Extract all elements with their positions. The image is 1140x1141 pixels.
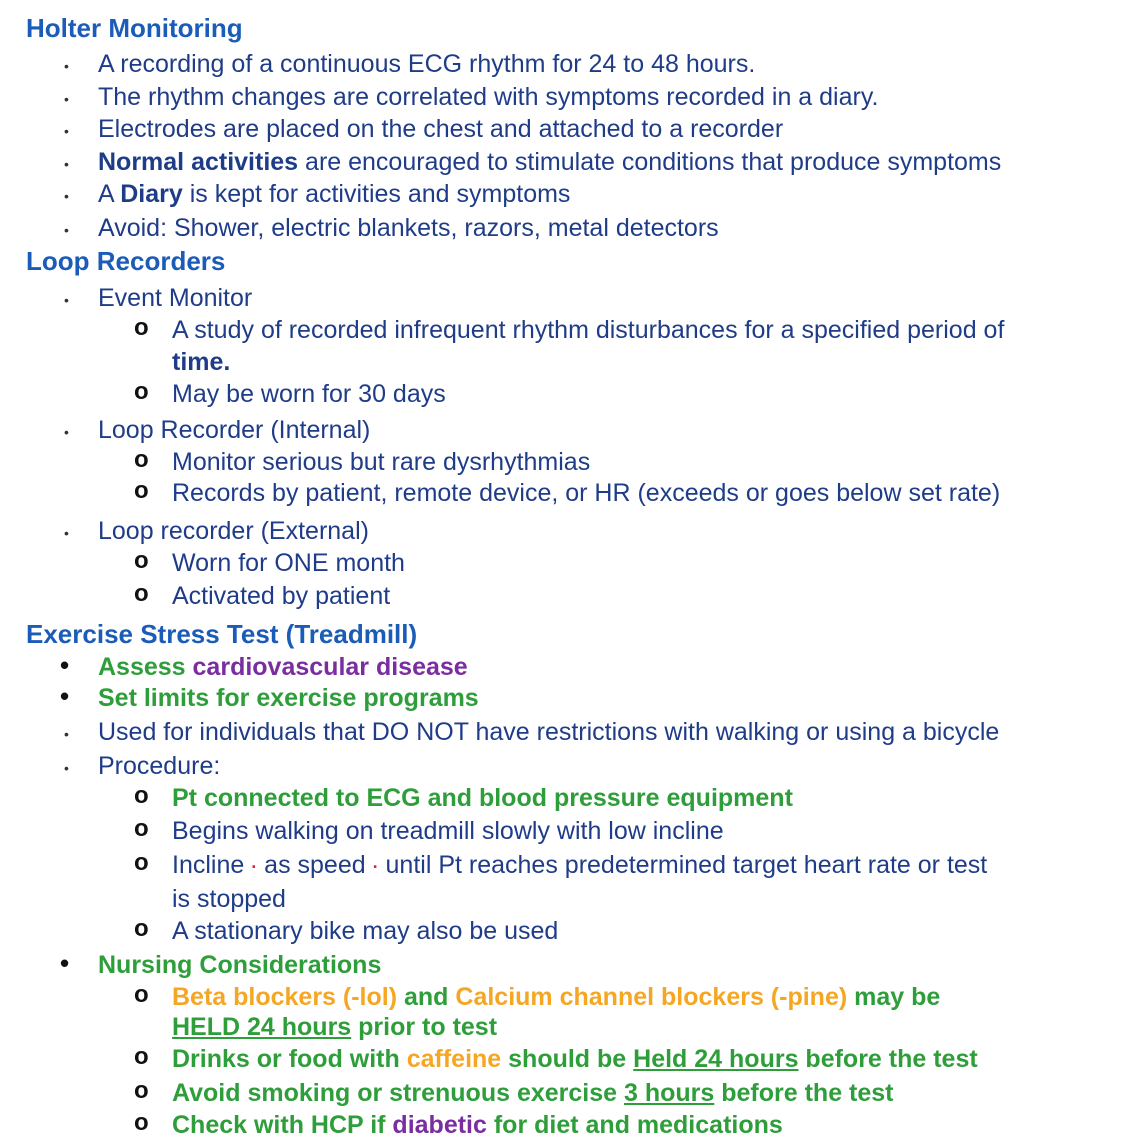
assess-a: Assess: [98, 653, 193, 681]
bullet: •: [64, 123, 69, 139]
sub-bullet: o: [134, 915, 149, 942]
n1-f: prior to test: [351, 1013, 498, 1041]
n1-e: HELD 24 hours: [172, 1013, 352, 1041]
bullet: •: [64, 424, 69, 440]
bullet: •: [60, 681, 70, 711]
nursing-3: [172, 1077, 894, 1109]
n3-b: 3 hours: [624, 1079, 715, 1107]
n4-b: diabetic: [392, 1111, 487, 1139]
n3-c: before the test: [714, 1079, 894, 1107]
internal-sub-2: Records by patient, remote device, or HR (exceeds or goes below set rate): [172, 479, 1001, 507]
diary-rest: is kept for activities and symptoms: [182, 180, 571, 208]
limits-line: Set limits for exercise programs: [98, 684, 479, 712]
bullet: •: [64, 726, 69, 742]
sub-bullet: o: [134, 981, 149, 1008]
up-arrow-icon: ·: [372, 857, 379, 877]
proc-1: Pt connected to ECG and blood pressure equipment: [172, 784, 793, 812]
n2-a: Drinks or food with: [172, 1045, 407, 1073]
internal-sub-1: Monitor serious but rare dysrhythmias: [172, 448, 591, 476]
sub-bullet: o: [134, 849, 149, 876]
holter-item-1: A recording of a continuous ECG rhythm for 24 to 48 hours.: [98, 50, 756, 78]
proc-3-d: is stopped: [172, 885, 286, 913]
loop-external: Loop recorder (External): [98, 517, 369, 545]
sub-bullet: o: [134, 547, 149, 574]
sub-bullet: o: [134, 446, 149, 473]
nursing-2: [172, 1043, 978, 1075]
event-monitor: Event Monitor: [98, 284, 253, 312]
bullet: •: [60, 948, 70, 978]
event-sub-1a: A study of recorded infrequent rhythm disturbances for a specified period of: [172, 316, 1005, 344]
bullet: •: [64, 760, 69, 776]
external-sub-2: Activated by patient: [172, 582, 391, 610]
nursing-1: [172, 981, 940, 1013]
n1-a: Beta blockers (-lol): [172, 983, 398, 1011]
n1-c: Calcium channel blockers (-pine): [455, 983, 848, 1011]
holter-item-6: Avoid: Shower, electric blankets, razors, metal detectors: [98, 214, 719, 242]
sub-bullet: o: [134, 1109, 149, 1136]
proc-3-c: until Pt reaches predetermined target heart rate or test: [378, 851, 988, 879]
up-arrow-icon: ·: [251, 857, 258, 877]
normal-activities-rest: are encouraged to stimulate conditions that produce symptoms: [298, 148, 1002, 176]
sub-bullet: o: [134, 815, 149, 842]
sub-bullet: o: [134, 314, 149, 341]
bullet: •: [60, 650, 70, 680]
nursing-4: [172, 1109, 783, 1141]
external-sub-1: Worn for ONE month: [172, 549, 405, 577]
event-sub-2: May be worn for 30 days: [172, 380, 446, 408]
bullet: •: [64, 156, 69, 172]
n3-a: Avoid smoking or strenuous exercise: [172, 1079, 624, 1107]
n2-e: before the test: [798, 1045, 978, 1073]
bullet: •: [64, 525, 69, 541]
n4-c: for diet and medications: [486, 1111, 783, 1139]
sub-bullet: o: [134, 378, 149, 405]
holter-item-2: The rhythm changes are correlated with symptoms recorded in a diary.: [98, 83, 879, 111]
normal-activities-bold: Normal activities: [98, 148, 299, 176]
n2-c: should be: [501, 1045, 634, 1073]
diary-pre: A: [98, 180, 121, 208]
nursing-1-cont: [172, 1011, 497, 1043]
sub-bullet: o: [134, 782, 149, 809]
holter-item-5: [98, 178, 570, 210]
bullet: •: [64, 222, 69, 238]
n4-a: Check with HCP if: [172, 1111, 393, 1139]
bullet: •: [64, 91, 69, 107]
proc-4: A stationary bike may also be used: [172, 917, 559, 945]
proc-3-b: as speed: [257, 851, 373, 879]
procedure-line: Procedure:: [98, 752, 221, 780]
event-sub-1b: time.: [172, 348, 231, 376]
n1-d: may be: [847, 983, 941, 1011]
n1-b: and: [397, 983, 456, 1011]
bullet: •: [64, 292, 69, 308]
proc-3: [172, 849, 987, 883]
used-for-line: Used for individuals that DO NOT have restrictions with walking or using a bicycle: [98, 718, 1000, 746]
assess-b: cardiovascular disease: [192, 653, 468, 681]
n2-d: Held 24 hours: [633, 1045, 799, 1073]
holter-heading: Holter Monitoring: [26, 13, 243, 43]
loop-internal: Loop Recorder (Internal): [98, 416, 371, 444]
n2-b: caffeine: [406, 1045, 502, 1073]
exercise-heading: Exercise Stress Test (Treadmill): [26, 619, 418, 649]
bullet: •: [64, 188, 69, 204]
sub-bullet: o: [134, 1077, 149, 1104]
holter-item-4: [98, 146, 1001, 178]
diary-bold: Diary: [120, 180, 183, 208]
sub-bullet: o: [134, 1043, 149, 1070]
proc-2: Begins walking on treadmill slowly with low incline: [172, 817, 724, 845]
proc-3-a: Incline: [172, 851, 252, 879]
nursing-line: Nursing Considerations: [98, 951, 382, 979]
holter-item-3: Electrodes are placed on the chest and attached to a recorder: [98, 115, 784, 143]
bullet: •: [64, 58, 69, 74]
loop-heading: Loop Recorders: [26, 246, 226, 276]
assess-line: [98, 651, 468, 683]
sub-bullet: o: [134, 580, 149, 607]
sub-bullet: o: [134, 477, 149, 504]
